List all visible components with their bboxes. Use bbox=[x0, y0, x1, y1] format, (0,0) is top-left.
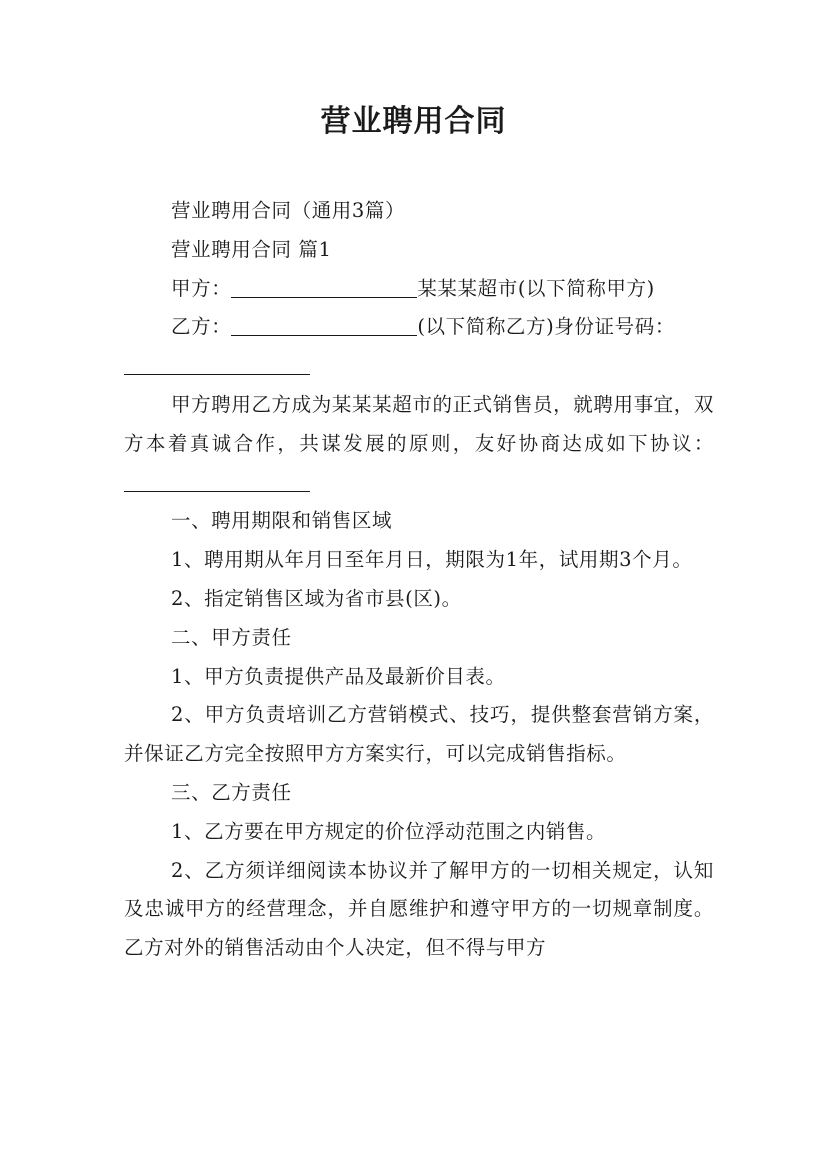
section-heading: 一、聘用期限和销售区域 bbox=[171, 509, 393, 533]
party-b-suffix: (以下简称乙方)身份证号码： bbox=[417, 315, 675, 339]
part-heading: 营业聘用合同 篇1 bbox=[171, 237, 332, 261]
party-a-blank bbox=[231, 277, 417, 298]
id-number-blank bbox=[124, 354, 310, 375]
section-item: 1、甲方负责提供产品及最新价目表。 bbox=[171, 664, 506, 688]
intro-blank bbox=[124, 471, 310, 492]
document-title: 营业聘用合同 bbox=[320, 104, 507, 139]
document-body bbox=[124, 192, 714, 968]
section-item: 1、聘用期从年月日至年月日，期限为1年，试用期3个月。 bbox=[171, 548, 693, 572]
section-item: 1、乙方要在甲方规定的价位浮动范围之内销售。 bbox=[171, 819, 607, 843]
section-heading: 三、乙方责任 bbox=[171, 780, 292, 804]
party-b-label: 乙方： bbox=[171, 315, 232, 339]
party-b-line bbox=[124, 308, 714, 386]
section-heading: 二、甲方责任 bbox=[171, 625, 292, 649]
party-a-line bbox=[124, 270, 714, 309]
document-subtitle: 营业聘用合同（通用3篇） bbox=[171, 199, 406, 222]
section-item: 2、指定销售区域为省市县(区)。 bbox=[171, 586, 462, 610]
section-item: 2、乙方须详细阅读本协议并了解甲方的一切相关规定，认知及忠诚甲方的经营理念，并自愿维护和遵守甲方的一切规章制度。乙方对外的销售活动由个人决定，但不得与甲方 bbox=[124, 858, 714, 960]
intro-paragraph bbox=[124, 386, 714, 502]
party-a-label: 甲方： bbox=[171, 276, 232, 300]
party-a-suffix: 某某某超市(以下简称甲方) bbox=[417, 276, 655, 300]
section-item: 2、甲方负责培训乙方营销模式、技巧，提供整套营销方案，并保证乙方完全按照甲方方案实行，可以完成销售指标。 bbox=[124, 703, 714, 766]
intro-text: 甲方聘用乙方成为某某某超市的正式销售员，就聘用事宜，双方本着真诚合作，共谋发展的原则，友好协商达成如下协议： bbox=[124, 392, 714, 455]
party-b-blank bbox=[231, 315, 417, 336]
